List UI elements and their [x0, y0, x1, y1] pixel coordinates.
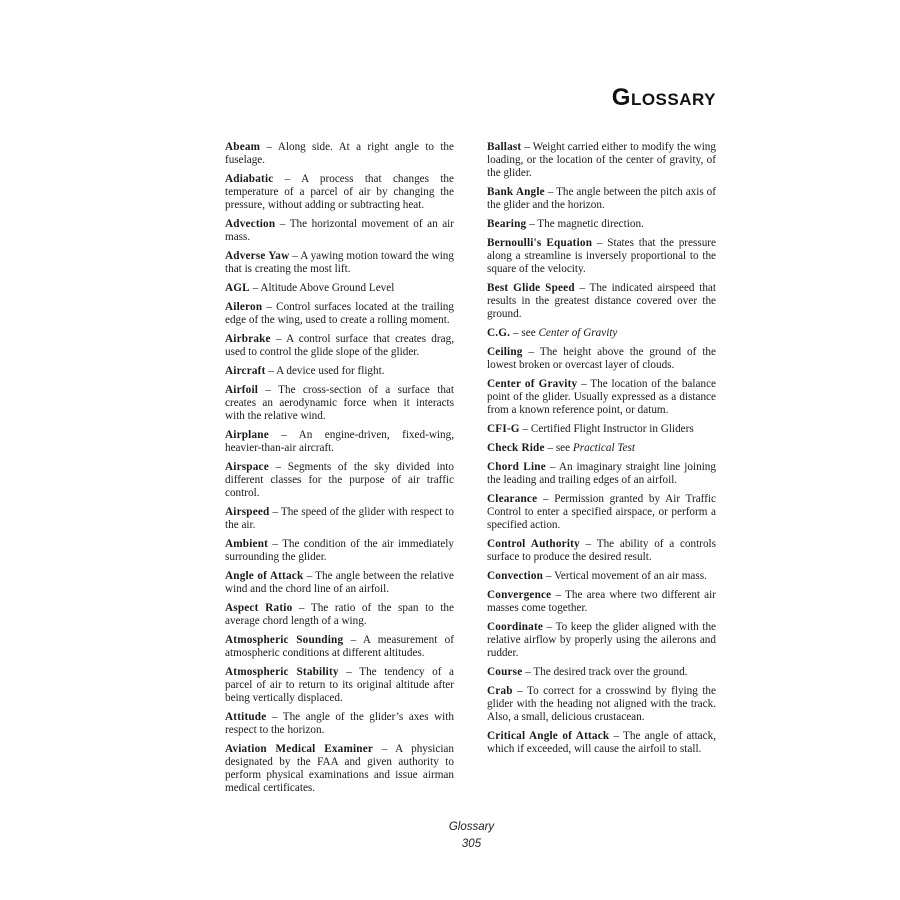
glossary-definition: – Permission granted by Air Traffic Control to enter a specified airspace, or perform a specified action. — [487, 493, 716, 531]
page-title: Glossary — [611, 84, 716, 111]
glossary-entry — [487, 327, 716, 340]
glossary-term: CFI-G — [487, 422, 520, 435]
glossary-term: Chord Line — [487, 461, 546, 473]
glossary-definition: – The angle between the relative wind and the chord line of an airfoil. — [225, 569, 455, 595]
glossary-definition: – The condition of the air immediately surrounding the glider. — [225, 537, 454, 563]
glossary-entry — [225, 538, 454, 564]
glossary-entry — [225, 634, 454, 660]
glossary-definition: – The ability of a controls surface to produce the desired result. — [487, 537, 717, 563]
glossary-definition: – Altitude Above Ground Level — [249, 281, 395, 294]
glossary-term: Abeam — [225, 141, 261, 153]
glossary-term: Crab — [487, 685, 513, 697]
glossary-definition: – Certified Flight Instructor in Gliders — [519, 422, 694, 435]
glossary-definition: – The angle of attack, which if exceeded, will cause the airfoil to stall. — [487, 729, 716, 755]
glossary-entry — [225, 282, 454, 295]
glossary-entry — [225, 461, 454, 500]
glossary-definition: – A device used for flight. — [265, 365, 385, 377]
glossary-entry — [487, 493, 716, 532]
glossary-definition: – The horizontal movement of an air mass. — [225, 217, 454, 243]
glossary-definition: – An imaginary straight line joining the leading and trailing edges of an airfoil. — [487, 461, 716, 486]
glossary-term: Airspeed — [225, 505, 270, 518]
glossary-term: Advection — [225, 217, 276, 230]
glossary-definition: – The tendency of a parcel of air to return to its original altitude after being vertically displaced. — [225, 665, 454, 704]
glossary-entry — [487, 666, 716, 679]
glossary-entry — [225, 711, 454, 737]
glossary-term: Best Glide Speed — [487, 281, 575, 294]
glossary-definition: – A process that changes the temperature of a parcel of air by changing the pressure, without adding or subtracting heat. — [225, 173, 454, 211]
glossary-entry — [487, 378, 716, 417]
glossary-definition: – The area where two different air masses come together. — [487, 589, 716, 614]
glossary-definition: – A yawing motion toward the wing that is creating the most lift. — [225, 249, 454, 275]
glossary-term: Airspace — [225, 461, 269, 473]
glossary-term: AGL — [225, 281, 250, 294]
glossary-term: Airfoil — [225, 384, 259, 397]
glossary-entry — [487, 589, 716, 615]
glossary-entry — [225, 602, 454, 628]
glossary-term: Convergence — [487, 589, 552, 601]
glossary-definition: – The angle of the glider’s axes with respect to the horizon. — [225, 710, 454, 736]
glossary-term: C.G. — [487, 326, 511, 339]
glossary-term: Bank Angle — [487, 185, 545, 198]
glossary-entry — [225, 250, 454, 276]
glossary-entry — [225, 218, 454, 244]
glossary-definition: – The ratio of the span to the average chord length of a wing. — [225, 601, 454, 627]
glossary-definition: – Along side. At a right angle to the fuselage. — [225, 141, 454, 166]
glossary-term: Convection — [487, 569, 544, 582]
glossary-cross-reference: Practical Test — [572, 441, 635, 454]
glossary-entry — [225, 743, 454, 795]
glossary-entry — [487, 442, 716, 455]
glossary-term: Critical Angle of Attack — [487, 729, 610, 742]
glossary-entry — [225, 141, 454, 167]
glossary-definition: – The height above the ground of the lowest broken or overcast layer of clouds. — [487, 345, 716, 371]
glossary-definition: – An engine-driven, fixed-wing, heavier-than-air aircraft. — [225, 429, 454, 454]
glossary-entry — [487, 570, 716, 583]
glossary-definition: – The cross-section of a surface that creates an aerodynamic force when it interacts with the relative wind. — [225, 384, 454, 422]
glossary-entry — [225, 570, 454, 596]
glossary-entry — [225, 365, 454, 378]
glossary-entry — [225, 333, 454, 359]
glossary-term: Course — [487, 665, 523, 678]
glossary-definition: – The indicated airspeed that results in the greatest distance covered over the ground. — [487, 281, 716, 320]
glossary-column-right — [487, 141, 716, 762]
glossary-term: Aviation Medical Examiner — [225, 742, 374, 755]
glossary-entry — [487, 538, 716, 564]
glossary-entry — [487, 346, 716, 372]
glossary-term: Aileron — [225, 301, 263, 313]
glossary-term: Center of Gravity — [487, 377, 578, 390]
glossary-entry — [487, 141, 716, 180]
glossary-definition: – see — [544, 441, 573, 454]
glossary-definition: – see — [510, 326, 539, 339]
footer-page-number: 305 — [461, 838, 482, 850]
glossary-definition: – Weight carried either to modify the wing loading, or the location of the center of gravity, of the glider. — [487, 141, 716, 179]
glossary-term: Angle of Attack — [225, 569, 304, 582]
glossary-entry — [487, 685, 716, 724]
glossary-entry — [487, 282, 716, 321]
glossary-term: Adiabatic — [225, 173, 274, 185]
glossary-definition: – The magnetic direction. — [526, 217, 644, 230]
glossary-term: Clearance — [487, 493, 538, 505]
glossary-entry — [225, 301, 454, 327]
glossary-definition: – States that the pressure along a streamline is inversely proportional to the square of the velocity. — [487, 237, 716, 275]
glossary-entry — [487, 237, 716, 276]
glossary-entry — [487, 461, 716, 487]
glossary-definition: – Segments of the sky divided into different classes for the purpose of air traffic control. — [225, 461, 454, 499]
glossary-cross-reference: Center of Gravity — [538, 326, 618, 339]
glossary-entry — [225, 429, 454, 455]
glossary-term: Airbrake — [225, 333, 271, 345]
glossary-term: Coordinate — [487, 621, 544, 633]
glossary-term: Bearing — [487, 217, 527, 230]
glossary-definition: – The desired track over the ground. — [522, 665, 688, 678]
glossary-definition: – A physician designated by the FAA and given authority to perform physical examinations and issue airman medical certificates. — [225, 742, 454, 794]
glossary-term: Ambient — [225, 537, 269, 550]
glossary-definition: – A control surface that creates drag, used to control the glide slope of the glider. — [225, 333, 454, 358]
glossary-column-left — [225, 141, 454, 801]
glossary-definition: – To keep the glider aligned with the relative airflow by properly using the ailerons and rudder. — [487, 621, 716, 659]
glossary-definition: – The speed of the glider with respect to the air. — [225, 505, 454, 531]
footer-section-name: Glossary — [448, 821, 495, 833]
glossary-entry — [487, 730, 716, 756]
glossary-definition: – Control surfaces located at the trailing edge of the wing, used to create a rolling moment. — [225, 301, 454, 326]
glossary-definition: – A measurement of atmospheric conditions at different altitudes. — [225, 633, 454, 659]
glossary-term: Adverse Yaw — [225, 249, 290, 262]
glossary-term: Ceiling — [487, 345, 523, 358]
glossary-entry — [487, 186, 716, 212]
glossary-entry — [225, 666, 454, 705]
glossary-entry — [487, 218, 716, 231]
glossary-term: Bernoulli's Equation — [487, 237, 593, 249]
glossary-entry — [225, 506, 454, 532]
glossary-term: Airplane — [225, 429, 269, 441]
glossary-definition: – The location of the balance point of the glider. Usually expressed as a distance from a known reference point, or datum. — [487, 377, 717, 416]
glossary-definition: – To correct for a crosswind by flying the glider with the heading not aligned with the track. Also, a small, delicious crustacean. — [487, 685, 716, 723]
glossary-term: Check Ride — [487, 441, 545, 454]
glossary-term: Atmospheric Sounding — [225, 633, 344, 646]
glossary-term: Attitude — [225, 710, 267, 723]
glossary-entry — [225, 384, 454, 423]
glossary-entry — [225, 173, 454, 212]
glossary-term: Aircraft — [225, 365, 266, 377]
glossary-term: Control Authority — [487, 537, 580, 550]
glossary-definition: – The angle between the pitch axis of the glider and the horizon. — [487, 185, 716, 211]
glossary-entry — [487, 423, 716, 436]
glossary-term: Ballast — [487, 141, 522, 153]
glossary-definition: – Vertical movement of an air mass. — [543, 569, 707, 582]
glossary-term: Aspect Ratio — [225, 601, 293, 614]
glossary-term: Atmospheric Stability — [225, 665, 339, 678]
glossary-entry — [487, 621, 716, 660]
